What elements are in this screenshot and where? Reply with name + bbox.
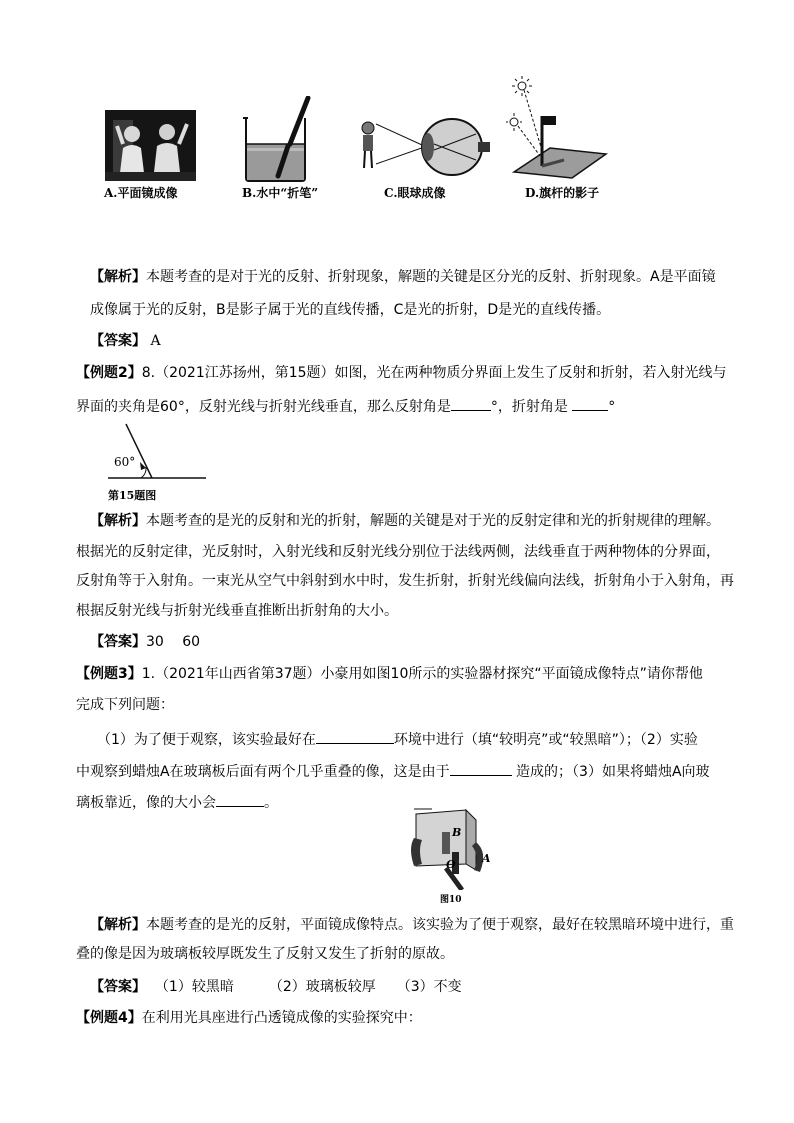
q3-analysis-line-1 xyxy=(90,915,734,935)
q3-stem-text-4b: 造成的；（3）如果将蜡烛A向玻 xyxy=(516,764,710,780)
example-tag: 【例题2】 xyxy=(76,365,142,381)
q2-analysis-line-2: 根据光的反射定律，光反射时，入射光线和反射光线分别位于法线两侧，法线垂直于两种物体的分界面， xyxy=(76,544,720,560)
q3-stem-line-4 xyxy=(76,761,710,782)
q2-analysis-line-3: 反射角等于入射角。一束光从空气中斜射到水中时，发生折射，折射光线偏向法线，折射角小于入射角，再 xyxy=(76,573,734,589)
q3-stem-text-3a: （1）为了便于观察，该实验最好在 xyxy=(97,732,316,748)
q2-stem-line-1 xyxy=(76,363,727,383)
q1-answer xyxy=(90,331,161,351)
environment-blank[interactable] xyxy=(316,729,394,744)
figure-d-caption: D.旗杆的影子 xyxy=(525,186,600,200)
reflection-angle-blank[interactable] xyxy=(451,396,491,411)
answer-tag: 【答案】 xyxy=(90,979,146,995)
figure-a-caption: A.平面镜成像 xyxy=(104,186,178,200)
q2-stem-text-2a: 界面的夹角是60°，反射光线与折射光线垂直，那么反射角是 xyxy=(76,399,451,415)
q2-analysis-line-1 xyxy=(90,511,720,531)
q3-stem-line-1 xyxy=(76,664,703,684)
q2-stem-text-2b: °，折射角是 xyxy=(490,399,568,415)
q3-figure-label-b: B xyxy=(452,826,462,839)
answer-tag: 【答案】 xyxy=(90,634,146,650)
q3-answer-value: （1）较黑暗 （2）玻璃板较厚 （3）不变 xyxy=(154,979,462,995)
q3-figure-label-a: A xyxy=(482,852,491,865)
example-tag: 【例题4】 xyxy=(76,1010,142,1026)
q4-stem-text: 在利用光具座进行凸透镜成像的实验探究中： xyxy=(141,1010,422,1026)
q2-angle-label: 60° xyxy=(114,455,136,469)
figure-b-caption: B.水中“折笔” xyxy=(242,186,319,200)
q2-stem-text-1: 8.（2021江苏扬州，第15题）如图，光在两种物质分界面上发生了反射和折射，若入射光线与 xyxy=(141,365,727,381)
q1-analysis-text-1: 本题考查的是对于光的反射、折射现象，解题的关键是区分光的反射、折射现象。A是平面镜 xyxy=(146,269,716,285)
q2-analysis-text-1: 本题考查的是光的反射和光的折射，解题的关键是对于光的反射定律和光的折射规律的理解。 xyxy=(146,513,720,529)
q3-analysis-line-2: 叠的像是因为玻璃板较厚既发生了反射又发生了折射的原故。 xyxy=(76,946,454,962)
figure-c-caption: C.眼球成像 xyxy=(384,186,446,200)
q3-mirror-experiment-figure xyxy=(404,808,500,890)
analysis-tag: 【解析】 xyxy=(90,513,146,529)
answer-tag: 【答案】 xyxy=(90,333,146,349)
refraction-angle-blank[interactable] xyxy=(572,396,608,411)
q2-stem-line-2 xyxy=(76,396,615,417)
q1-analysis-line-1 xyxy=(90,267,716,287)
q4-stem xyxy=(76,1008,422,1028)
q2-stem-text-2c: ° xyxy=(608,399,616,415)
q2-figure-caption: 第15题图 xyxy=(108,489,157,502)
q3-stem-line-3 xyxy=(97,729,698,750)
analysis-tag: 【解析】 xyxy=(90,917,146,933)
q1-answer-value: A xyxy=(150,333,161,349)
figure-d-flagpole-shadow xyxy=(506,76,610,180)
q2-angle-figure xyxy=(108,418,208,484)
q3-stem-text-1: 1.（2021年山西省第37题）小豪用如图10所示的实验器材探究“平面镜成像特点”请你帮他 xyxy=(141,666,703,682)
q2-analysis-line-4: 根据反射光线与折射光线垂直推断出折射角的大小。 xyxy=(76,603,398,619)
q2-answer xyxy=(90,632,200,652)
figure-a-mirror-image xyxy=(105,110,196,181)
q3-stem-text-4a: 中观察到蜡烛A在玻璃板后面有两个几乎重叠的像，这是由于 xyxy=(76,764,450,780)
double-image-reason-blank[interactable] xyxy=(450,761,512,776)
q3-figure-caption: 图10 xyxy=(440,895,462,905)
q3-stem-line-2: 完成下列问题： xyxy=(76,697,174,713)
q2-answer-value: 30 60 xyxy=(146,634,201,650)
q3-stem-text-3b: 环境中进行（填“较明亮”或“较黑暗”）；（2）实验 xyxy=(393,732,698,748)
q3-figure-label-o: O xyxy=(446,858,456,871)
q1-analysis-line-2: 成像属于光的反射，B是影子属于光的直线传播，C是光的折射，D是光的直线传播。 xyxy=(90,302,611,318)
image-size-blank[interactable] xyxy=(216,792,264,807)
figure-c-eye-imaging xyxy=(358,118,494,178)
figure-b-beaker-pen xyxy=(238,96,314,182)
q3-stem-text-5b: 。 xyxy=(264,795,278,811)
q3-analysis-text-1: 本题考查的是光的反射，平面镜成像特点。该实验为了便于观察，最好在较黑暗环境中进行，重 xyxy=(146,917,734,933)
example-tag: 【例题3】 xyxy=(76,666,142,682)
q3-stem-text-5a: 璃板靠近，像的大小会 xyxy=(76,795,216,811)
analysis-tag: 【解析】 xyxy=(90,269,146,285)
q3-stem-line-5 xyxy=(76,792,278,813)
q3-answer xyxy=(90,977,462,997)
